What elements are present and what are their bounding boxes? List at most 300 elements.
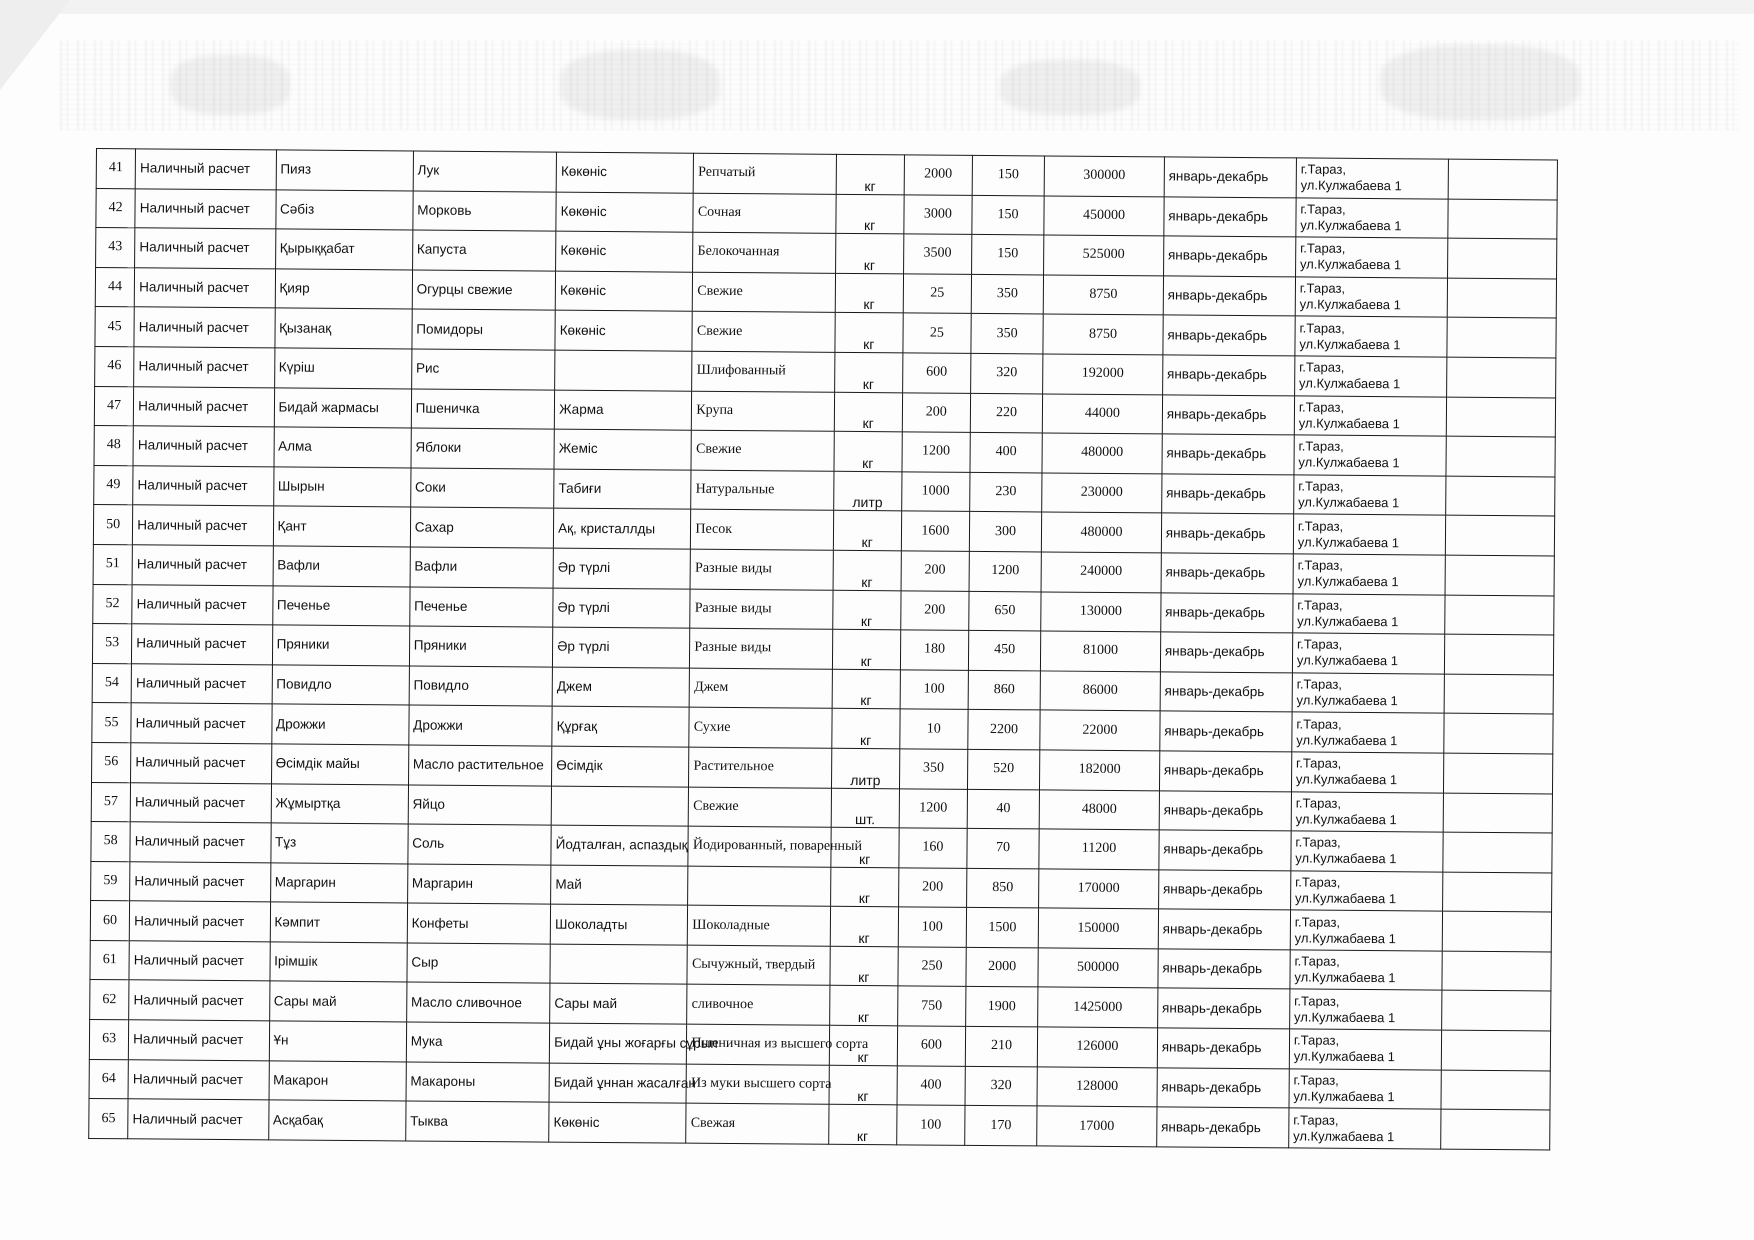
item-name-kazakh: Ірімшік: [269, 942, 407, 983]
delivery-period: январь-декабрь: [1157, 1107, 1289, 1148]
delivery-period: январь-декабрь: [1159, 790, 1291, 831]
row-number: 47: [94, 386, 134, 426]
unit-price: 850: [966, 868, 1039, 908]
address-street: ул.Кулжабаева 1: [1293, 1127, 1395, 1144]
payment-method: Наличный расчет: [128, 1059, 269, 1100]
procurement-table: [88, 148, 1558, 1150]
total-amount: 480000: [1041, 512, 1161, 553]
payment-method: Наличный расчет: [133, 466, 274, 507]
delivery-address: [1296, 158, 1448, 199]
delivery-address: [1292, 712, 1444, 753]
item-name-russian: Масло сливочное: [406, 982, 550, 1023]
quantity: 25: [903, 274, 971, 314]
item-characteristic-kazakh: Бидай ұннан жасалған: [549, 1063, 687, 1104]
item-characteristic-kazakh: [555, 350, 693, 391]
payment-method: Наличный расчет: [135, 188, 276, 229]
empty-cell: [1442, 832, 1552, 872]
quantity: 3500: [903, 234, 971, 274]
empty-cell: [1447, 238, 1557, 278]
unit-price: 520: [967, 749, 1040, 789]
delivery-period: январь-декабрь: [1160, 632, 1292, 673]
address-city: г.Тараз,: [1297, 518, 1344, 534]
delivery-period: январь-декабрь: [1162, 355, 1294, 396]
quantity: 160: [899, 828, 967, 868]
row-number: 62: [90, 980, 130, 1020]
empty-cell: [1445, 555, 1555, 595]
item-characteristic-russian: Свежие: [693, 272, 836, 313]
delivery-address: [1294, 435, 1446, 476]
payment-method: Наличный расчет: [132, 624, 273, 665]
item-name-kazakh: Қияр: [275, 269, 413, 310]
item-characteristic-russian: [688, 866, 831, 907]
row-number: 54: [92, 663, 132, 703]
empty-cell: [1445, 436, 1555, 476]
quantity: 10: [900, 709, 968, 749]
address-street: ул.Кулжабаева 1: [1298, 494, 1400, 511]
item-characteristic-kazakh: Джем: [552, 667, 690, 708]
row-number: 63: [89, 1020, 129, 1060]
scan-noise-spot: [1000, 60, 1140, 115]
empty-cell: [1441, 951, 1551, 991]
delivery-address: [1295, 316, 1447, 357]
payment-method: Наличный расчет: [129, 980, 270, 1021]
empty-cell: [1447, 278, 1557, 318]
delivery-period: январь-декабрь: [1163, 315, 1295, 356]
delivery-address: [1293, 593, 1445, 634]
payment-method: Наличный расчет: [130, 782, 271, 823]
unit-price: 150: [971, 235, 1044, 275]
empty-cell: [1445, 476, 1555, 516]
delivery-period: январь-декабрь: [1161, 553, 1293, 594]
item-name-kazakh: Өсімдік майы: [271, 744, 409, 785]
empty-cell: [1441, 1070, 1551, 1110]
total-amount: 81000: [1041, 631, 1161, 672]
item-characteristic-russian: Сочная: [693, 193, 836, 234]
quantity: 400: [897, 1065, 965, 1105]
row-number: 57: [91, 782, 131, 822]
item-name-russian: Пряники: [409, 626, 553, 667]
quantity: 200: [901, 551, 969, 591]
unit-price: 1500: [966, 908, 1039, 948]
row-number: 60: [90, 901, 130, 941]
empty-cell: [1443, 793, 1553, 833]
total-amount: 22000: [1040, 710, 1160, 751]
total-amount: 500000: [1038, 948, 1158, 989]
payment-method: Наличный расчет: [129, 901, 270, 942]
item-name-kazakh: Асқабақ: [268, 1100, 406, 1141]
unit-price: 860: [968, 670, 1041, 710]
empty-cell: [1442, 872, 1552, 912]
item-name-russian: Сыр: [407, 943, 551, 984]
item-characteristic-kazakh: Бидай ұны жоғарғы сұрып: [549, 1023, 687, 1064]
unit-price: 2000: [966, 947, 1039, 987]
empty-cell: [1444, 595, 1554, 635]
item-characteristic-kazakh: Әр түрлі: [553, 548, 691, 589]
total-amount: 126000: [1037, 1027, 1157, 1068]
total-amount: 8750: [1043, 275, 1163, 316]
address-street: ул.Кулжабаева 1: [1296, 692, 1398, 709]
address-street: ул.Кулжабаева 1: [1300, 177, 1402, 194]
item-characteristic-kazakh: Құрғақ: [552, 706, 690, 747]
delivery-period: январь-декабрь: [1162, 394, 1294, 435]
item-characteristic-kazakh: Көкөніс: [555, 310, 693, 351]
item-name-kazakh: Кәмпит: [270, 902, 408, 943]
delivery-address: [1291, 752, 1443, 793]
delivery-address: [1295, 237, 1447, 278]
quantity: 100: [898, 907, 966, 947]
unit-of-measure: кг: [835, 313, 903, 353]
item-name-russian: Масло растительное: [408, 745, 552, 786]
delivery-period: январь-декабрь: [1159, 830, 1291, 871]
unit-price: 220: [970, 393, 1043, 433]
row-number: 42: [96, 188, 136, 228]
quantity: 200: [898, 868, 966, 908]
delivery-period: январь-декабрь: [1164, 157, 1296, 198]
unit-of-measure: кг: [836, 194, 904, 234]
address-street: ул.Кулжабаева 1: [1294, 969, 1396, 986]
total-amount: 48000: [1039, 789, 1159, 830]
address-street: ул.Кулжабаева 1: [1299, 296, 1401, 313]
delivery-address: [1294, 356, 1446, 397]
empty-cell: [1440, 1109, 1550, 1149]
empty-cell: [1443, 713, 1553, 753]
item-characteristic-russian: Сычужный, твердый: [687, 945, 830, 986]
empty-cell: [1447, 199, 1557, 239]
row-number: 58: [91, 822, 131, 862]
address-city: г.Тараз,: [1296, 636, 1343, 653]
address-street: ул.Кулжабаева 1: [1299, 375, 1401, 392]
item-name-russian: Вафли: [410, 547, 554, 588]
item-name-kazakh: Күріш: [274, 348, 412, 389]
item-name-russian: Морковь: [413, 191, 557, 232]
unit-of-measure: кг: [833, 550, 901, 590]
item-name-kazakh: Ұн: [269, 1021, 407, 1062]
empty-cell: [1446, 357, 1556, 397]
delivery-period: январь-декабрь: [1161, 474, 1293, 515]
unit-of-measure: кг: [834, 431, 902, 471]
unit-price: 2200: [968, 710, 1041, 750]
item-characteristic-russian: Песок: [691, 510, 834, 551]
unit-of-measure: кг: [831, 827, 899, 867]
empty-cell: [1444, 634, 1554, 674]
quantity: 1600: [901, 511, 969, 551]
quantity: 180: [900, 630, 968, 670]
address-city: г.Тараз,: [1294, 914, 1341, 930]
payment-method: Наличный расчет: [135, 228, 276, 269]
delivery-address: [1290, 950, 1442, 991]
address-city: г.Тараз,: [1298, 478, 1344, 494]
payment-method: Наличный расчет: [134, 268, 275, 309]
quantity: 1200: [899, 788, 967, 828]
payment-method: Наличный расчет: [131, 743, 272, 784]
item-name-russian: Соки: [410, 468, 554, 509]
scan-noise-spot: [560, 50, 720, 120]
address-city: г.Тараз,: [1300, 161, 1347, 178]
item-characteristic-kazakh: Көкөніс: [556, 231, 694, 272]
unit-of-measure: кг: [829, 1025, 897, 1065]
item-name-russian: Тыква: [405, 1101, 549, 1142]
address-city: г.Тараз,: [1296, 716, 1342, 732]
delivery-address: [1294, 395, 1446, 436]
unit-of-measure: кг: [834, 392, 902, 432]
address-city: г.Тараз,: [1293, 1072, 1339, 1088]
unit-of-measure: кг: [832, 629, 900, 669]
item-name-kazakh: Дрожжи: [271, 704, 409, 745]
unit-of-measure: кг: [832, 669, 900, 709]
address-street: ул.Кулжабаева 1: [1297, 573, 1399, 590]
delivery-period: январь-декабрь: [1163, 236, 1295, 277]
address-street: ул.Кулжабаева 1: [1295, 850, 1397, 867]
unit-of-measure: кг: [832, 590, 900, 630]
item-characteristic-russian: Растительное: [689, 747, 832, 788]
delivery-address: [1291, 831, 1443, 872]
address-city: г.Тараз,: [1294, 993, 1340, 1009]
unit-of-measure: кг: [835, 233, 903, 273]
address-city: г.Тараз,: [1297, 597, 1343, 613]
total-amount: 86000: [1040, 671, 1160, 712]
address-street: ул.Кулжабаева 1: [1300, 217, 1402, 234]
total-amount: 150000: [1038, 908, 1158, 949]
item-characteristic-kazakh: Көкөніс: [549, 1102, 687, 1143]
unit-price: 300: [969, 512, 1042, 552]
payment-method: Наличный расчет: [131, 703, 272, 744]
delivery-period: январь-декабрь: [1161, 592, 1293, 633]
item-name-kazakh: Пияз: [276, 150, 414, 191]
item-name-russian: Печенье: [409, 587, 553, 628]
unit-of-measure: кг: [828, 1105, 896, 1145]
address-street: ул.Кулжабаева 1: [1294, 1009, 1396, 1025]
delivery-address: [1290, 871, 1442, 912]
address-street: ул.Кулжабаева 1: [1297, 534, 1400, 550]
item-characteristic-kazakh: [551, 786, 689, 827]
empty-cell: [1441, 1030, 1551, 1070]
item-characteristic-kazakh: Табиғи: [554, 469, 692, 510]
item-name-kazakh: Жұмыртқа: [271, 783, 409, 824]
unit-price: 230: [970, 472, 1043, 512]
payment-method: Наличный расчет: [133, 426, 274, 467]
empty-cell: [1444, 674, 1554, 714]
row-number: 45: [95, 307, 135, 347]
item-characteristic-kazakh: Әр түрлі: [553, 588, 691, 629]
quantity: 1000: [902, 472, 970, 512]
item-name-russian: Сахар: [410, 507, 554, 548]
item-name-russian: Маргарин: [407, 864, 551, 905]
address-city: г.Тараз,: [1299, 359, 1345, 376]
address-city: г.Тараз,: [1297, 557, 1343, 574]
row-number: 50: [93, 505, 133, 545]
unit-price: 350: [971, 314, 1044, 354]
item-name-kazakh: Сары май: [269, 981, 407, 1022]
procurement-table-wrapper: [88, 148, 1558, 1150]
payment-method: Наличный расчет: [132, 545, 273, 586]
item-characteristic-russian: Джем: [689, 668, 832, 709]
item-characteristic-russian: Свежие: [691, 430, 834, 471]
unit-of-measure: кг: [832, 709, 900, 749]
item-characteristic-kazakh: Көкөніс: [555, 271, 693, 312]
payment-method: Наличный расчет: [134, 386, 275, 427]
item-characteristic-russian: Разные виды: [690, 589, 833, 630]
delivery-period: январь-декабрь: [1162, 434, 1294, 475]
delivery-address: [1289, 1029, 1441, 1070]
item-characteristic-kazakh: [550, 944, 688, 985]
address-city: г.Тараз,: [1296, 676, 1343, 692]
address-city: г.Тараз,: [1293, 1111, 1339, 1128]
delivery-address: [1294, 475, 1446, 516]
unit-price: 320: [965, 1066, 1038, 1106]
item-name-russian: Дрожжи: [409, 705, 553, 746]
unit-price: 650: [969, 591, 1042, 631]
unit-price: 150: [972, 155, 1045, 195]
total-amount: 11200: [1039, 829, 1159, 870]
row-number: 56: [92, 742, 132, 782]
delivery-period: январь-декабрь: [1158, 949, 1290, 990]
delivery-address: [1296, 198, 1448, 239]
total-amount: 240000: [1041, 552, 1161, 593]
address-city: г.Тараз,: [1300, 240, 1346, 257]
item-characteristic-kazakh: Өсімдік: [552, 746, 690, 787]
payment-method: Наличный расчет: [130, 861, 271, 902]
unit-price: 170: [965, 1106, 1038, 1146]
address-street: ул.Кулжабаева 1: [1299, 256, 1402, 273]
delivery-address: [1293, 514, 1445, 555]
item-characteristic-russian: Натуральные: [691, 470, 834, 511]
row-number: 65: [89, 1099, 129, 1139]
total-amount: 17000: [1037, 1106, 1157, 1147]
item-characteristic-kazakh: Ақ, кристаллды: [554, 508, 692, 549]
payment-method: Наличный расчет: [130, 822, 271, 863]
address-street: ул.Кулжабаева 1: [1296, 732, 1398, 748]
delivery-period: январь-декабрь: [1163, 276, 1295, 317]
item-characteristic-russian: Репчатый: [694, 153, 837, 194]
item-characteristic-kazakh: Жеміс: [554, 429, 692, 470]
delivery-address: [1290, 910, 1442, 951]
total-amount: 130000: [1041, 591, 1161, 632]
item-name-kazakh: Повидло: [272, 665, 410, 706]
quantity: 750: [897, 986, 965, 1026]
address-street: ул.Кулжабаева 1: [1297, 613, 1399, 630]
item-name-russian: Макароны: [406, 1062, 550, 1103]
item-name-kazakh: Макарон: [269, 1061, 407, 1102]
item-characteristic-russian: Йодированный, поваренный: [688, 826, 831, 867]
row-number: 43: [96, 228, 136, 268]
address-street: ул.Кулжабаева 1: [1296, 652, 1399, 669]
quantity: 3000: [904, 194, 972, 234]
quantity: 100: [900, 670, 968, 710]
quantity: 1200: [902, 432, 970, 472]
item-name-kazakh: Қырыққабат: [275, 229, 413, 270]
item-name-russian: Яблоки: [411, 428, 555, 469]
delivery-period: январь-декабрь: [1160, 711, 1292, 752]
quantity: 600: [897, 1026, 965, 1066]
address-city: г.Тараз,: [1294, 953, 1340, 969]
unit-of-measure: кг: [830, 946, 898, 986]
unit-of-measure: литр: [833, 471, 901, 511]
item-characteristic-kazakh: Көкөніс: [556, 152, 694, 193]
item-characteristic-russian: Белокочанная: [693, 232, 836, 273]
item-name-kazakh: Тұз: [270, 823, 408, 864]
delivery-address: [1292, 673, 1444, 714]
address-city: г.Тараз,: [1296, 755, 1342, 772]
item-name-russian: Помидоры: [412, 309, 556, 350]
address-street: ул.Кулжабаева 1: [1295, 811, 1397, 828]
item-characteristic-kazakh: Йодталған, аспаздық: [551, 825, 689, 866]
unit-of-measure: кг: [829, 986, 897, 1026]
payment-method: Наличный расчет: [134, 347, 275, 388]
delivery-period: январь-декабрь: [1159, 751, 1291, 792]
total-amount: 192000: [1043, 354, 1163, 395]
item-characteristic-russian: Сухие: [689, 707, 832, 748]
item-characteristic-russian: Из муки высшего сорта: [686, 1064, 829, 1105]
item-characteristic-kazakh: Май: [551, 865, 689, 906]
row-number: 61: [90, 940, 130, 980]
quantity: 600: [902, 353, 970, 393]
address-city: г.Тараз,: [1295, 834, 1341, 851]
unit-of-measure: кг: [830, 867, 898, 907]
empty-cell: [1441, 991, 1551, 1031]
scan-noise-spot: [170, 55, 290, 115]
delivery-period: январь-декабрь: [1161, 513, 1293, 554]
unit-price: 150: [972, 195, 1045, 235]
item-name-kazakh: Пряники: [272, 625, 410, 666]
address-city: г.Тараз,: [1295, 795, 1342, 811]
payment-method: Наличный расчет: [135, 149, 276, 190]
item-name-russian: Конфеты: [407, 903, 551, 944]
row-number: 53: [92, 624, 132, 664]
address-city: г.Тараз,: [1293, 1032, 1340, 1049]
address-street: ул.Кулжабаева 1: [1293, 1088, 1395, 1105]
item-characteristic-russian: сливочное: [687, 985, 830, 1026]
total-amount: 170000: [1039, 869, 1159, 910]
item-name-russian: Повидло: [409, 666, 553, 707]
item-name-russian: Мука: [406, 1022, 550, 1063]
unit-price: 400: [970, 433, 1043, 473]
delivery-address: [1295, 277, 1447, 318]
delivery-address: [1289, 989, 1441, 1030]
item-characteristic-russian: Свежая: [686, 1103, 829, 1144]
row-number: 51: [93, 544, 133, 584]
total-amount: 1425000: [1038, 987, 1158, 1028]
address-city: г.Тараз,: [1295, 874, 1341, 890]
address-city: г.Тараз,: [1300, 201, 1346, 217]
row-number: 64: [89, 1059, 129, 1099]
item-name-russian: Рис: [411, 349, 555, 390]
delivery-period: январь-декабрь: [1157, 1028, 1289, 1069]
item-characteristic-russian: Свежие: [689, 787, 832, 828]
quantity: 250: [898, 947, 966, 987]
address-street: ул.Кулжабаева 1: [1294, 930, 1396, 946]
address-city: г.Тараз,: [1298, 399, 1345, 415]
empty-cell: [1446, 317, 1556, 357]
item-name-kazakh: Бидай жармасы: [274, 387, 412, 428]
item-characteristic-russian: Крупа: [692, 391, 835, 432]
table-body: [89, 149, 1558, 1150]
item-characteristic-russian: Шоколадные: [688, 905, 831, 946]
row-number: 44: [95, 267, 135, 307]
item-characteristic-russian: Разные виды: [690, 549, 833, 590]
item-characteristic-russian: Шлифованный: [692, 351, 835, 392]
address-street: ул.Кулжабаева 1: [1298, 454, 1400, 471]
unit-of-measure: кг: [834, 352, 902, 392]
item-name-russian: Огурцы свежие: [412, 270, 556, 311]
item-name-russian: Лук: [413, 151, 557, 192]
quantity: 2000: [904, 155, 972, 195]
unit-price: 210: [965, 1026, 1038, 1066]
payment-method: Наличный расчет: [129, 1020, 270, 1061]
row-number: 49: [94, 465, 134, 505]
delivery-period: январь-декабрь: [1158, 909, 1290, 950]
total-amount: 8750: [1043, 314, 1163, 355]
delivery-address: [1291, 791, 1443, 832]
